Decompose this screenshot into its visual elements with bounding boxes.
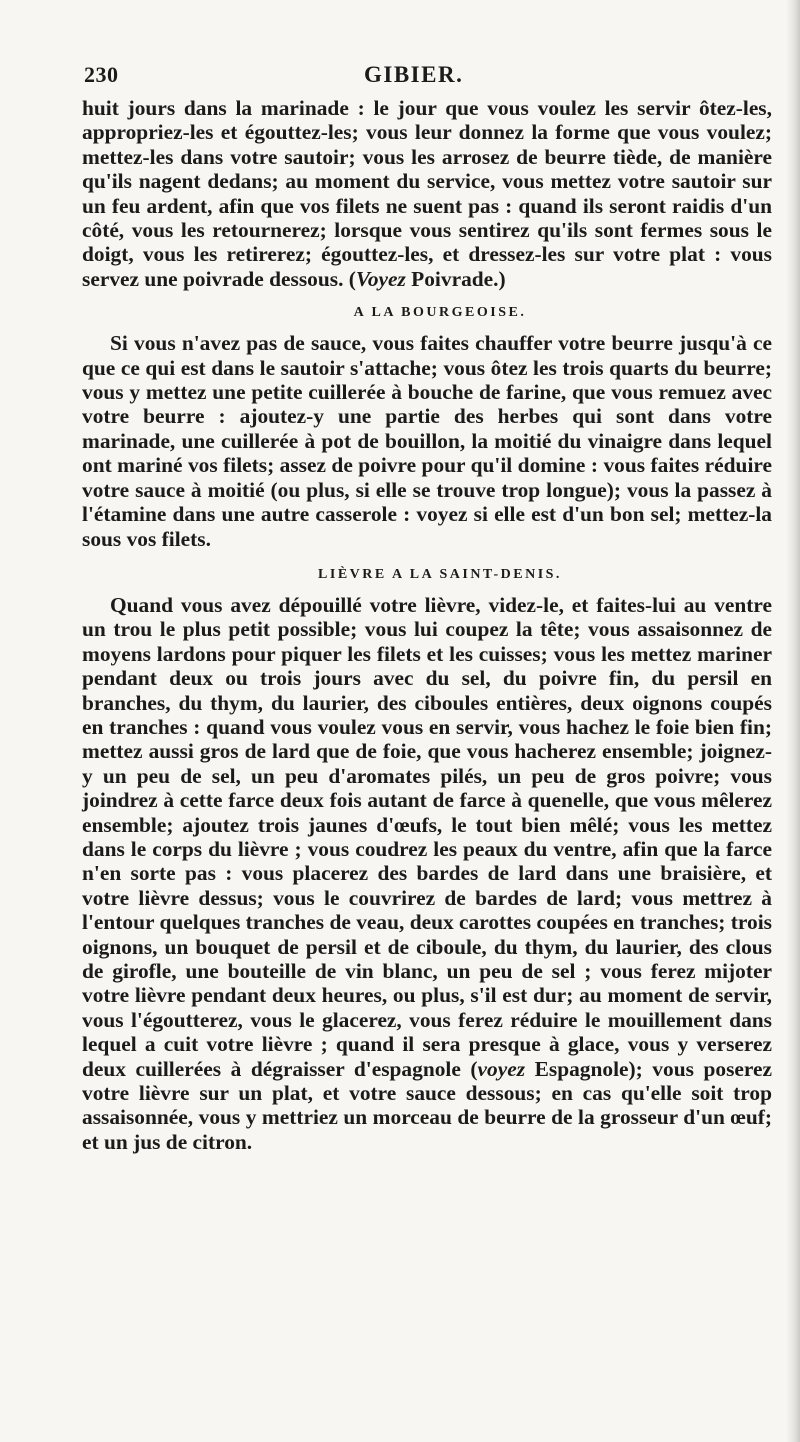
page-body	[82, 96, 772, 1154]
section-heading-bourgeoise: A LA BOURGEOISE.	[353, 305, 527, 321]
paragraph-text: huit jours dans la marinade : le jour que vous voulez les servir ôtez-les, appropriez-les et égouttez-les; vous leur donnez la forme que vous voulez; mettez-les dans votre sautoir; vous les arrosez de beurre tiède, de manière qu'ils nagent dedans; au moment du service, vous mettez votre sautoir sur un feu ardent, afin que vos filets ne suent pas : quand ils seront raidis d'un côté, vous les retournerez; lorsque vous sentirez qu'ils sont fermes sous le doigt, vous les retirerez; égouttez-les, et dressez-les sur votre plat : vous servez une poivrade dessous. (	[82, 96, 772, 291]
paragraph-text: Quand vous avez dépouillé votre lièvre, videz-le, et faites-lui au ventre un trou le plus petit possible; vous lui coupez la tête; vous assaisonnez de moyens lardons pour piquer les filets et les cuisses; vous les mettez mariner pendant deux ou trois jours avec du sel, du poivre fin, du persil en branches, du thym, du laurier, des ciboules entières, deux oignons coupés en tranches : quand vous voulez vous en servir, vous hachez le foie bien fin; mettez aussi gros de lard que de foie, que vous hacherez ensemble; joignez-y un peu de sel, un peu d'aromates pilés, un peu de gros poivre; vous joindrez à cette farce deux fois autant de farce à quenelle, que vous mêlerez ensemble; ajoutez trois jaunes d'œufs, le tout bien mêlé; vous les mettez dans le corps du lièvre ; vous coudrez les peaux du ventre, afin que la farce n'en sorte pas : vous placerez des bardes de lard dans une braisière, et votre lièvre dessus; vous le couvrirez de bardes de lard; vous mettrez à l'entour quelques tranches de veau, deux carottes coupées en tranches; trois oignons, un bouquet de persil et de ciboule, du thym, du laurier, des clous de girofle, une bouteille de vin blanc, un peu de sel ; vous ferez mijoter votre lièvre pendant deux heures, ou plus, s'il est dur; au moment de servir, vous l'égoutterez, vous le glacerez, vous ferez réduire le mouillement dans lequel a cuit votre lièvre ; quand il sera presque à glace, vous y verserez deux cuillerées à dégraisser d'espagnole (	[82, 592, 772, 1081]
paragraph-bourgeoise: Si vous n'avez pas de sauce, vous faites chauffer votre beurre jusqu'à ce que ce qui est dans le sautoir s'attache; vous ôtez les trois quarts du beurre; vous y mettez une petite cuillerée à bouche de farine, que vous remuez avec votre beurre : ajoutez-y une partie des herbes qui sont dans votre marinade, une cuillerée à pot de bouillon, la moitié du vinaigre dans lequel ont mariné vos filets; assez de poivre pour qu'il domine : vous faites réduire votre sauce à moitié (ou plus, si elle se trouve trop longue); vous la passez à l'étamine dans une autre casserole : voyez si elle est d'un bon sel; mettez-la sous vos filets.	[82, 331, 772, 551]
paragraph-text-end: Espagnole); vous poserez votre lièvre sur un plat, et votre sauce dessous; en cas qu'elle soit trop assaisonnée, vous y mettriez un morceau de beurre de la grosseur d'un œuf; et un jus de citron.	[82, 1056, 772, 1154]
page-number: 230	[84, 62, 119, 87]
paragraph-continued	[82, 96, 772, 291]
cross-reference: Voyez	[355, 266, 406, 291]
running-title: GIBIER.	[364, 62, 464, 87]
section-heading-lievre: LIÈVRE A LA SAINT-DENIS.	[318, 566, 562, 582]
paragraph-lievre	[82, 593, 772, 1154]
paragraph-text-end: Poivrade.)	[405, 266, 506, 291]
page-header	[84, 62, 784, 96]
cross-reference: voyez	[477, 1056, 526, 1081]
page-edge-shadow	[786, 0, 800, 1442]
